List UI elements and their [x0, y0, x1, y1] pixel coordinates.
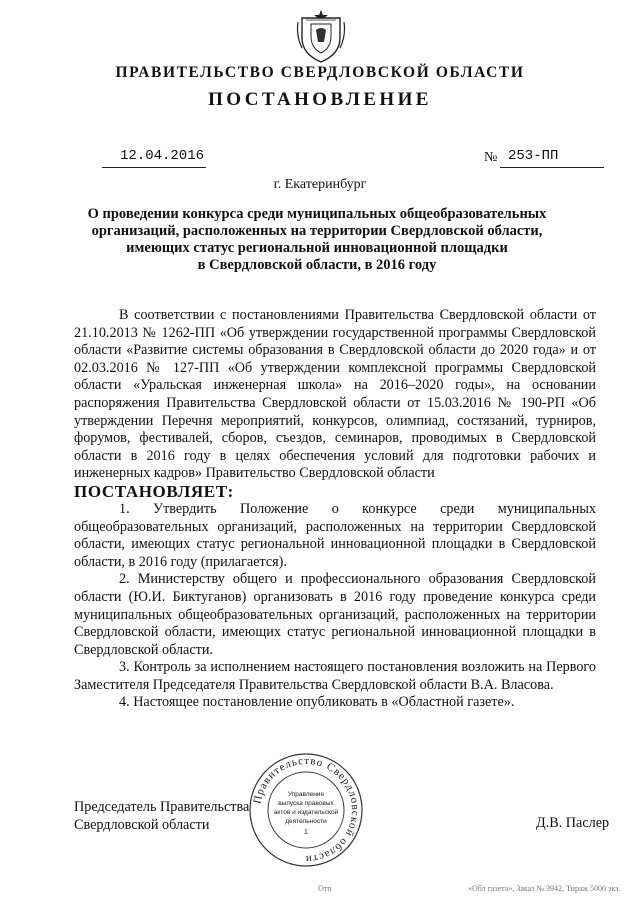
- footer-right: «Обл газета», Заказ № 3942, Тираж 5000 экз.: [468, 884, 621, 893]
- stamp-line: выпуска правовых: [278, 800, 334, 807]
- clause-2: 2. Министерству общего и профессионального образования Свердловской области (Ю.И. Биктуганов) организовать в 2016 году проведение конкурса среди муниципальных общеобразовательных организаций, расположенных на территории Свердловской области, имеющих статус региональной инновационной площадки в Свердловской области.: [74, 571, 596, 658]
- position-line: Председатель Правительства: [74, 799, 250, 815]
- clause-4: 4. Настоящее постановление опубликовать в «Областной газете».: [119, 694, 515, 711]
- document-subject: [82, 206, 552, 274]
- clause-3: 3. Контроль за исполнением настоящего постановления возложить на Первого Заместителя Председателя Правительства Свердловской области В.А. Власова.: [74, 659, 596, 693]
- decree-heading: ПОСТАНОВЛЯЕТ:: [74, 481, 234, 501]
- subject-line: организаций, расположенных на территории Свердловской области,: [91, 223, 543, 239]
- stamp-line: деятельности: [285, 818, 327, 825]
- subject-line: О проведении конкурса среди муниципальных общеобразовательных: [87, 206, 547, 222]
- document-type: ПОСТАНОВЛЕНИЕ: [208, 89, 432, 110]
- official-stamp: [248, 752, 364, 868]
- stamp-line: актов и издательской: [273, 809, 339, 816]
- document-body: [74, 307, 596, 712]
- number-sign: №: [484, 150, 498, 165]
- subject-line: имеющих статус региональной инновационной площадки: [126, 240, 508, 256]
- signatory-name: Д.В. Паслер: [536, 815, 610, 831]
- clause-1: 1. Утвердить Положение о конкурсе среди муниципальных общеобразовательных организаций, расположенных на территории Свердловской области, имеющих статус региональной инновационной площадки в Свердловской области, в 2016 году (прилагается).: [74, 500, 596, 570]
- city: г. Екатеринбург: [273, 177, 367, 192]
- position-line: Свердловской области: [74, 817, 210, 833]
- date-field: [102, 148, 206, 168]
- number-field: [500, 148, 604, 168]
- stamp-ring-text: Правительство Свердловской области: [251, 754, 362, 866]
- government-title: ПРАВИТЕЛЬСТВО СВЕРДЛОВСКОЙ ОБЛАСТИ: [115, 64, 525, 81]
- stamp-number: 1: [304, 829, 308, 836]
- preamble-paragraph: В соответствии с постановлениями Правительства Свердловской области от 21.10.2013 № 1262-ПП «Об утверждении государственной программы Свердловской области «Развитие системы образования в Свердловской области до 2020 года» и от 02.03.2016 № 127-ПП «Об утверждении комплексной программы Свердловской области «Уральская инженерная школа» на 2016–2020 годы», на основании распоряжения Правительства Свердловской области от 15.03.2016 № 190-РП «Об утверждении Перечня мероприятий, конкурсов, олимпиад, состязаний, турниров, форумов, фестивалей, сборов, съездов, семинаров, проводимых в Свердловской области в 2016 году в целях обеспечения условий для подготовки рабочих и инженерных кадров» Правительство Свердловской области: [74, 307, 596, 482]
- footer-left: Отп: [318, 884, 332, 893]
- signatory-position: [74, 798, 249, 834]
- coat-of-arms-icon: [296, 8, 346, 64]
- subject-line: в Свердловской области, в 2016 году: [197, 257, 437, 273]
- document-date: 12.04.2016: [120, 148, 205, 164]
- document-number: 253-ПП: [508, 148, 559, 164]
- stamp-line: Управление: [287, 791, 325, 798]
